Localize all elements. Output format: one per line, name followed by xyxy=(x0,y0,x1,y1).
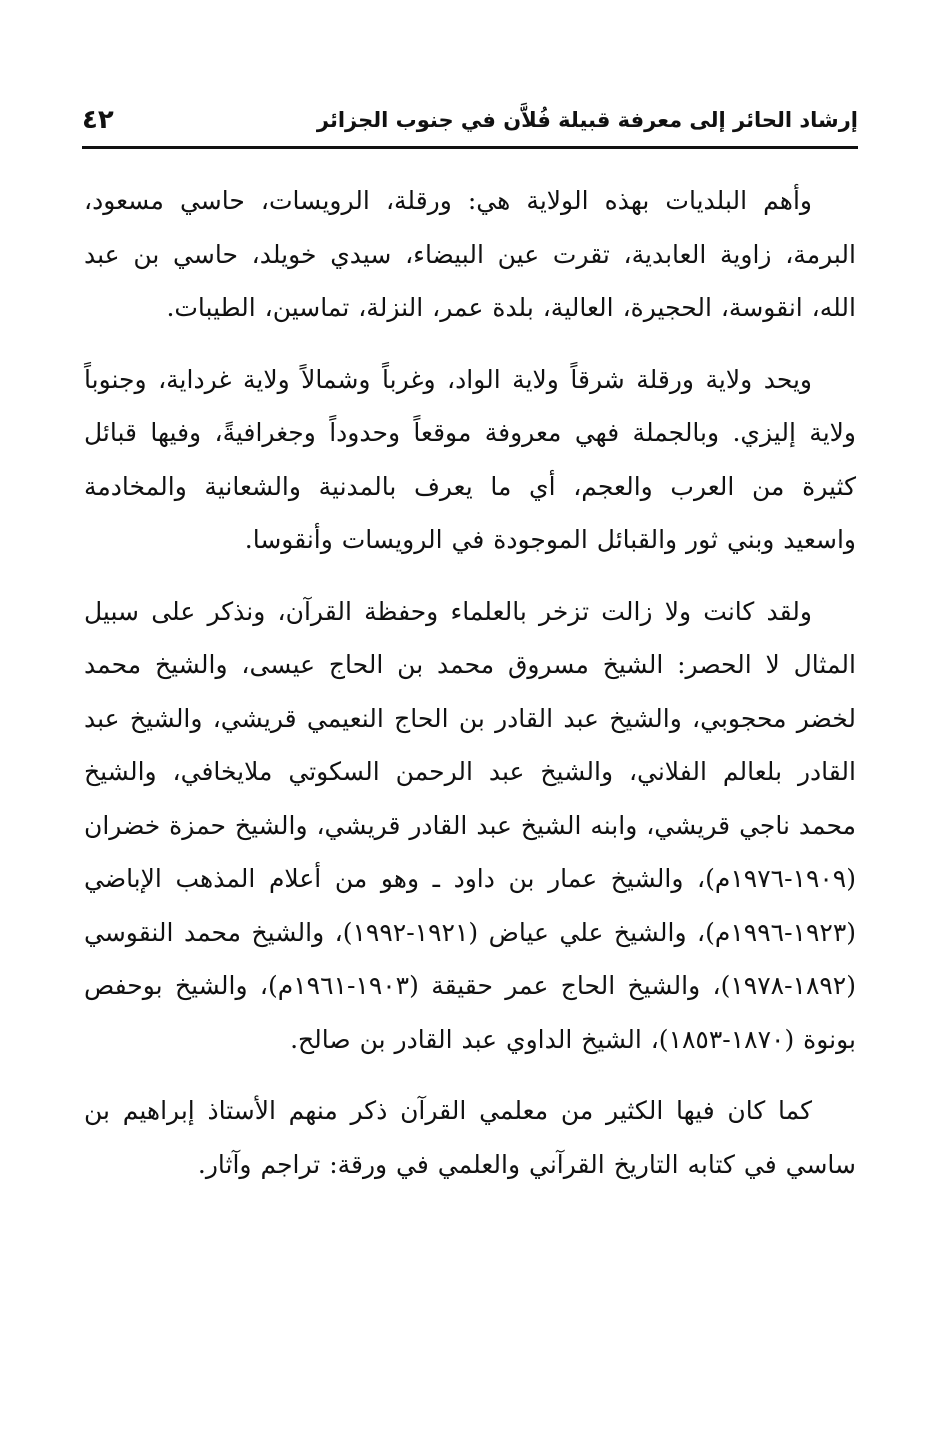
header-divider xyxy=(82,146,858,149)
book-title: إرشاد الحائر إلى معرفة قبيلة فُلاَّن في جنوب الجزائر xyxy=(316,107,858,132)
page-number: ٤٢ xyxy=(82,105,114,135)
paragraph-quran-teachers: كما كان فيها الكثير من معلمي القرآن ذكر منهم الأستاذ إبراهيم بن ساسي في كتابه التاريخ القرآني والعلمي في ورقة: تراجم وآثار. xyxy=(84,1096,856,1179)
paragraph-municipalities: وأهم البلديات بهذه الولاية هي: ورقلة، الرويسات، حاسي مسعود، البرمة، زاوية العابدية، تقرت عين البيضاء، سيدي خويلد، حاسي بن عبد الله، انقوسة، الحجيرة، العالية، بلدة عمر، النزلة، تماسين، الطيبات. xyxy=(84,186,856,322)
paragraph-scholars: ولقد كانت ولا زالت تزخر بالعلماء وحفظة القرآن، ونذكر على سبيل المثال لا الحصر: الشيخ مسروق محمد بن الحاج عيسى، والشيخ محمد لخضر محجوبي، والشيخ عبد القادر بن الحاج النعيمي قريشي، والشيخ عبد القادر بلعالم الفلاني، والشيخ عبد الرحمن السكوتي ملايخافي، والشيخ محمد ناجي قريشي، وابنه الشيخ عبد القادر قريشي، والشيخ حمزة خضران (١٩٠٩-١٩٧٦م)، والشيخ عمار بن داود ـ وهو من أعلام المذهب الإباضي (١٩٢٣-١٩٩٦م)، والشيخ علي عياض (١٩٢١-١٩٩٢)، والشيخ محمد النقوسي (١٨٩٢-١٩٧٨)، والشيخ الحاج عمر حقيقة (١٩٠٣-١٩٦١م)، والشيخ بوحفص بونوة (١٨٧٠-١٨٥٣)، الشيخ الداوي عبد القادر بن صالح. xyxy=(84,596,857,1054)
page-body xyxy=(84,174,856,1209)
paragraph-borders: ويحد ولاية ورقلة شرقاً ولاية الواد، وغرباً وشمالاً ولاية غرداية، وجنوباً ولاية إليزي. وبالجملة فهي معروفة موقعاً وحدوداً وجغرافيةً، وفيها قبائل كثيرة من العرب والعجم، أي ما يعرف بالمدنية والشعانية والمخادمة واسعيد وبني ثور والقبائل الموجودة في الرويسات وأنقوسا. xyxy=(84,364,856,554)
running-header xyxy=(82,96,858,144)
